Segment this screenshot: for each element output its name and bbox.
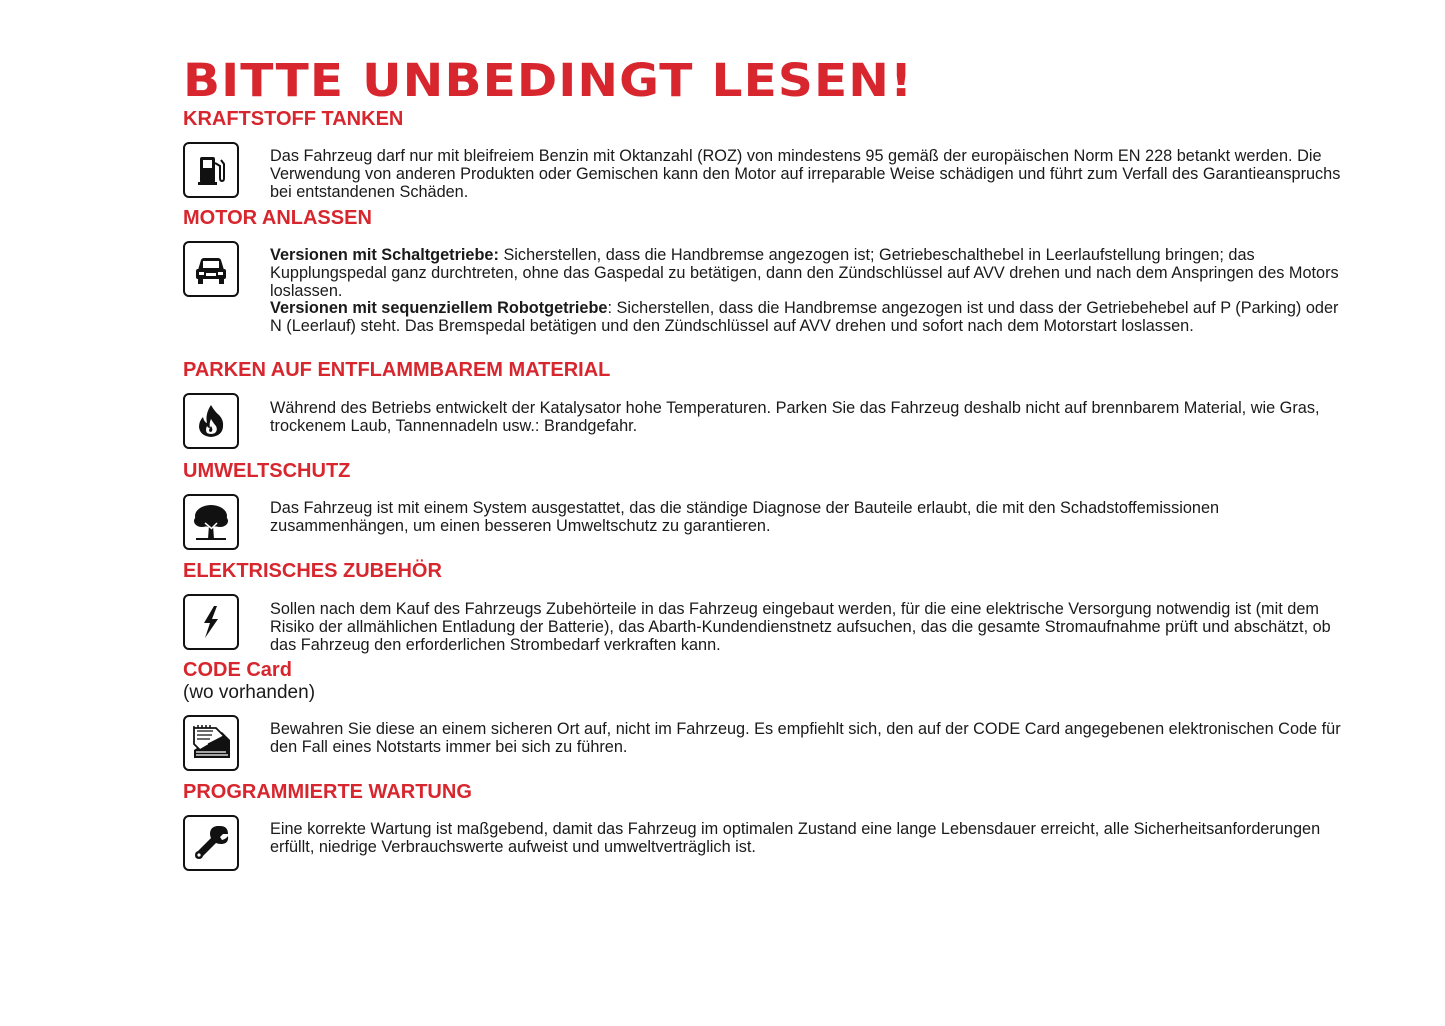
paragraph-umweltschutz: Das Fahrzeug ist mit einem System ausgestattet, das die ständige Diagnose der Bauteile erlaubt, die mit den Schadstoffemissionen zusammenhängen, um einen besseren Umweltschutz zu garantieren. — [270, 499, 1220, 535]
paragraph-code-card: Bewahren Sie diese an einem sicheren Ort auf, nicht im Fahrzeug. Es empfiehlt sich, den auf der CODE Card angegebenen elektronischen Code für den Fall eines Notstarts immer bei sich zu führen. — [270, 720, 1341, 756]
paragraph-motor-schaltgetriebe — [270, 247, 1350, 300]
paragraph-parken: Während des Betriebs entwickelt der Katalysator hohe Temperaturen. Parken Sie das Fahrzeug deshalb nicht auf brennbarem Material, wie Gras, trockenem Laub, Tannennadeln usw.: Brandgefahr. — [270, 399, 1320, 435]
text-schaltgetriebe: Sicherstellen, dass die Handbremse angezogen ist; Getriebeschalthebel in Leerlaufstellung bringen; das Kupplungspedal ganz durchtreten, ohne das Gaspedal zu betätigen, dann den Zündschlüssel auf AVV drehen und nach dem Anspringen des Motors loslassen. — [270, 246, 1339, 300]
lightning-bolt-icon — [183, 594, 239, 650]
heading-programmierte-wartung: PROGRAMMIERTE WARTUNG — [183, 781, 472, 803]
label-schaltgetriebe: Versionen mit Schaltgetriebe: — [270, 246, 499, 264]
text-robotgetriebe: : Sicherstellen, dass die Handbremse angezogen ist und dass der Getriebehebel auf P (Parking) oder N (Leerlauf) steht. Das Bremspedal betätigen und den Zündschlüssel auf AVV drehen und sofort nach dem Motorstart loslassen. — [270, 299, 1339, 335]
heading-parken: PARKEN AUF ENTFLAMMBAREM MATERIAL — [183, 359, 611, 381]
fuel-pump-icon — [183, 142, 239, 198]
heading-kraftstoff-tanken: KRAFTSTOFF TANKEN — [183, 108, 404, 130]
flame-icon — [183, 393, 239, 449]
label-robotgetriebe: Versionen mit sequenziellem Robotgetriebe — [270, 299, 608, 317]
wrench-icon — [183, 815, 239, 871]
car-icon — [183, 241, 239, 297]
paragraph-elektrisches-zubehoer: Sollen nach dem Kauf des Fahrzeugs Zubehörteile in das Fahrzeug eingebaut werden, für die eine elektrische Versorgung notwendig ist (mit dem Risiko der allmählichen Entladung der Batterie), das Abarth-Kundendienstnetz aufsuchen, das die gesamte Stromaufnahme prüft und abschätzt, ob das Fahrzeug den erforderlichen Strombedarf verkraften kann. — [270, 600, 1331, 654]
subheading-wo-vorhanden: (wo vorhanden) — [183, 682, 316, 703]
tree-icon — [183, 494, 239, 550]
heading-elektrisches-zubehoer: ELEKTRISCHES ZUBEHÖR — [183, 560, 442, 582]
page-title: BITTE UNBEDINGT LESEN! — [183, 54, 914, 107]
paragraph-kraftstoff: Das Fahrzeug darf nur mit bleifreiem Benzin mit Oktanzahl (ROZ) von mindestens 95 gemäß der europäischen Norm EN 228 betankt werden. Die Verwendung von anderen Produkten oder Gemischen kann den Motor auf irreparable Weise schädigen und führt zum Verfall des Garantieanspruchs bei entstandenen Schäden. — [270, 147, 1341, 201]
code-card-icon — [183, 715, 239, 771]
heading-motor-anlassen: MOTOR ANLASSEN — [183, 207, 372, 229]
heading-code-card: CODE Card — [183, 659, 292, 681]
paragraph-programmierte-wartung: Eine korrekte Wartung ist maßgebend, damit das Fahrzeug im optimalen Zustand eine lange Lebensdauer erreicht, alle Sicherheitsanforderungen erfüllt, niedrige Verbrauchswerte aufweist und umweltverträglich ist. — [270, 820, 1321, 856]
heading-umweltschutz: UMWELTSCHUTZ — [183, 460, 351, 482]
paragraph-motor-robotgetriebe — [270, 300, 1350, 336]
